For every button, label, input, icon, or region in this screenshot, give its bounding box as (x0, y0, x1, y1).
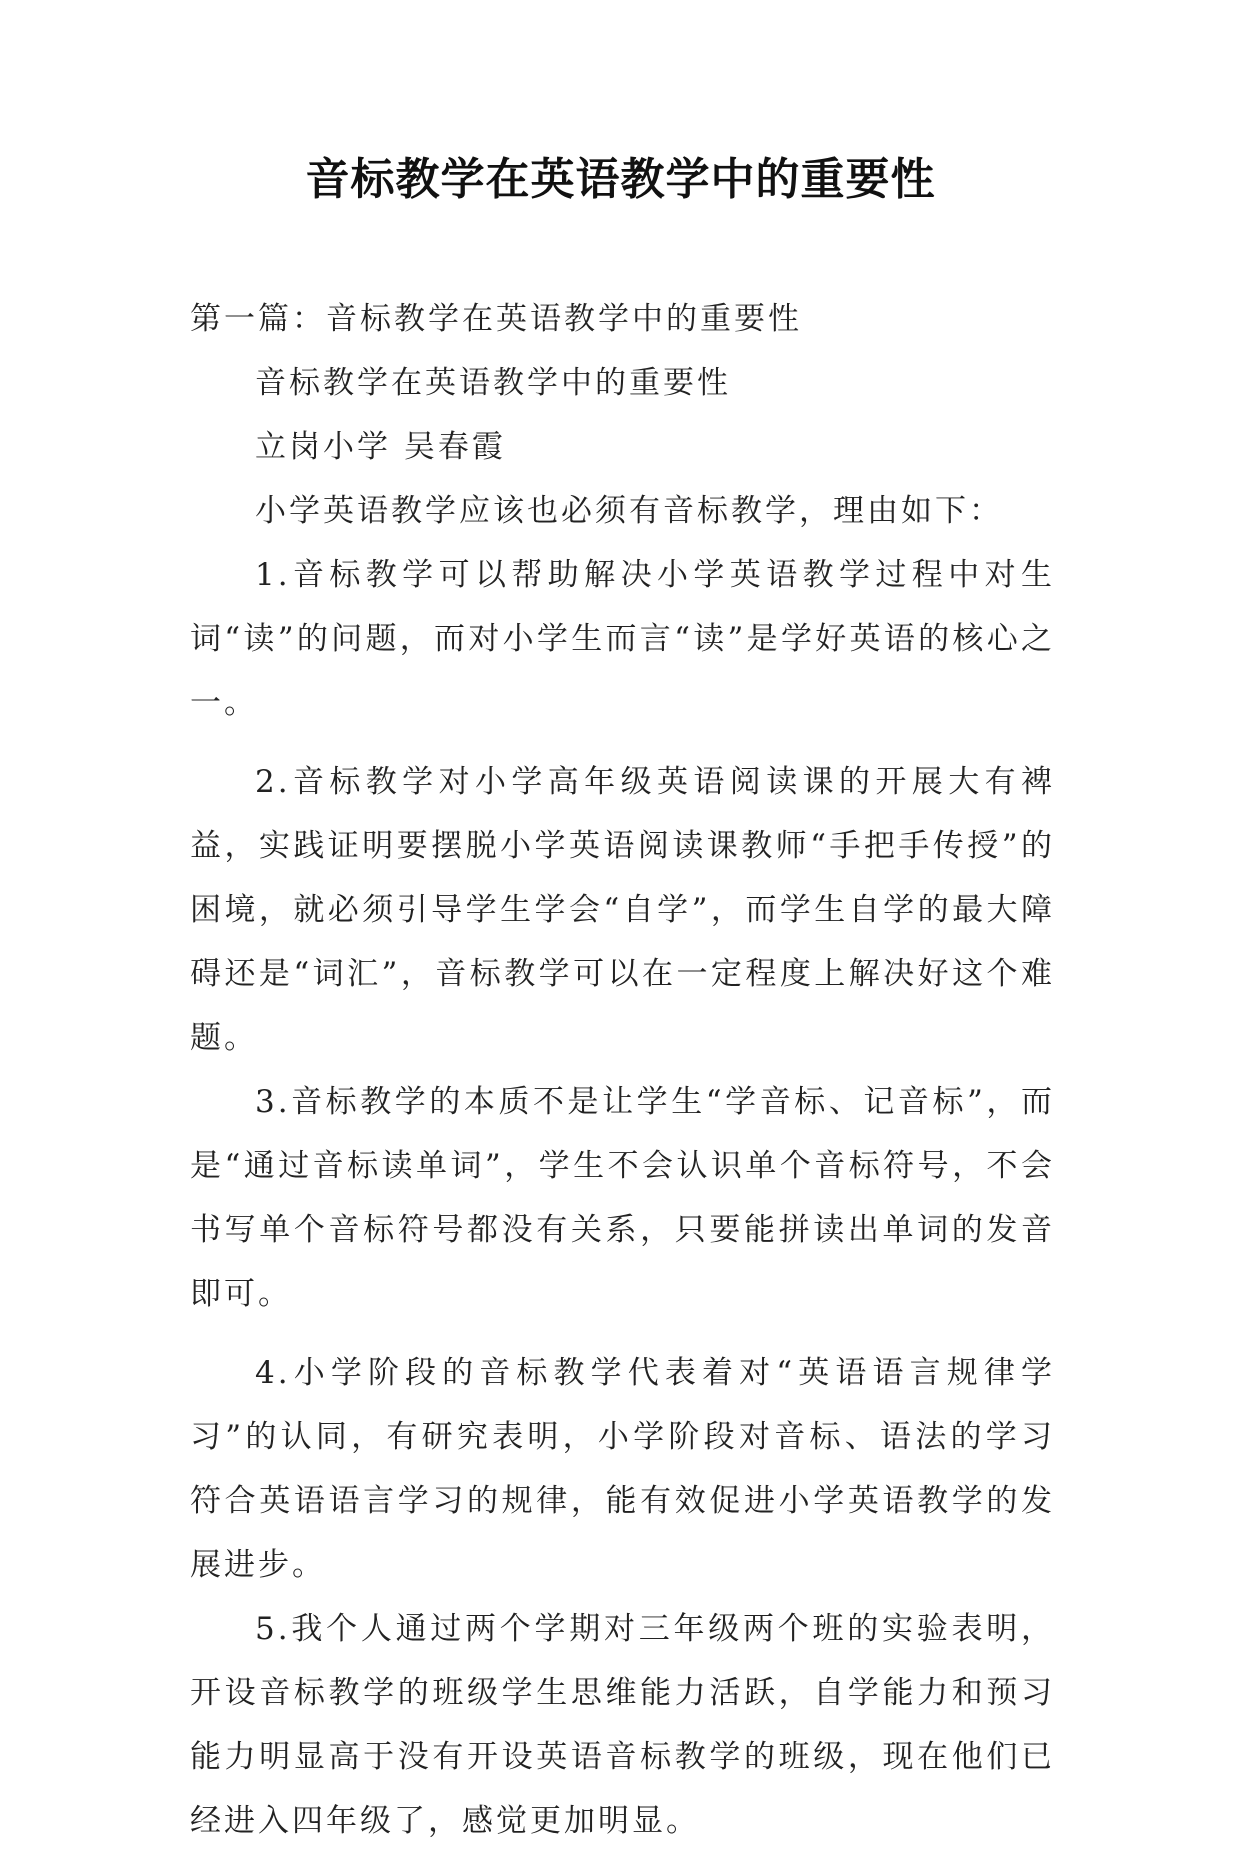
point-paragraph-2: 2.音标教学对小学高年级英语阅读课的开展大有裨益，实践证明要摆脱小学英语阅读课教师“手把手传授”的困境，就必须引导学生学会“自学”，而学生自学的最大障碍还是“词汇”，音标教学可以在一定程度上解决好这个难题。 (190, 764, 1055, 1056)
author-line: 立岗小学 吴春霞 (255, 429, 506, 465)
section-heading: 第一篇：音标教学在英语教学中的重要性 (190, 301, 802, 337)
document-title: 音标教学在英语教学中的重要性 (305, 154, 936, 205)
point-paragraph-3: 3.音标教学的本质不是让学生“学音标、记音标”，而是“通过音标读单词”，学生不会认识单个音标符号，不会书写单个音标符号都没有关系，只要能拼读出单词的发音即可。 (190, 1084, 1055, 1312)
point-paragraph-4: 4.小学阶段的音标教学代表着对“英语语言规律学习”的认同，有研究表明，小学阶段对音标、语法的学习符合英语语言学习的规律，能有效促进小学英语教学的发展进步。 (190, 1355, 1055, 1583)
point-paragraph-5: 5.我个人通过两个学期对三年级两个班的实验表明，开设音标教学的班级学生思维能力活跃，自学能力和预习能力明显高于没有开设英语音标教学的班级，现在他们已经进入四年级了，感觉更加明显。 (190, 1611, 1055, 1839)
point-paragraph-1: 1.音标教学可以帮助解决小学英语教学过程中对生词“读”的问题，而对小学生而言“读”是学好英语的核心之一。 (190, 557, 1055, 721)
intro-paragraph: 小学英语教学应该也必须有音标教学，理由如下： (255, 493, 1003, 529)
article-subtitle: 音标教学在英语教学中的重要性 (255, 365, 731, 401)
document-body (190, 287, 1055, 1853)
